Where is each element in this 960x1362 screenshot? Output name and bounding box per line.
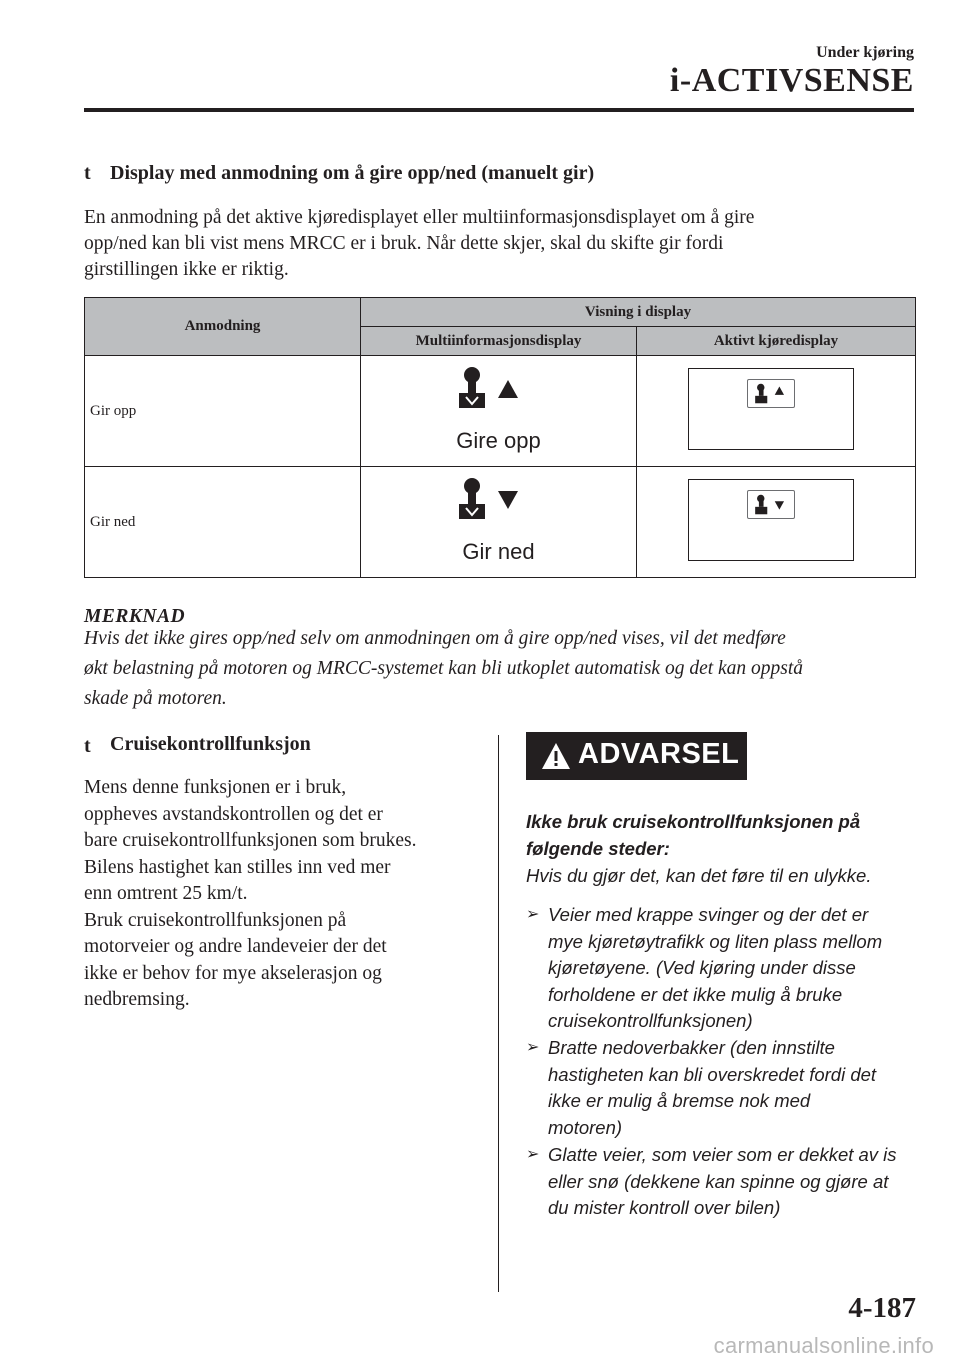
column-divider	[498, 735, 499, 1292]
note-line: Hvis det ikke gires opp/ned selv om anmodningen om å gire opp/ned vises, vil det medføre	[84, 628, 786, 649]
table-row-gear-up	[85, 356, 916, 467]
column-header-active-driving-display: Aktivt kjøredisplay	[637, 327, 916, 356]
arrow-bullet-icon: ➢	[526, 1039, 540, 1056]
warning-badge-label: ADVARSEL	[578, 738, 740, 770]
row-label: Gir opp	[85, 356, 361, 467]
arrow-bullet-icon: ➢	[526, 1146, 540, 1163]
gear-request-paragraph	[84, 205, 754, 283]
warning-item-line: Glatte veier, som veier som er dekket av is	[548, 1144, 897, 1165]
warning-list-item	[526, 902, 882, 1035]
warning-list-item	[526, 1142, 897, 1222]
gear-shift-down-icon	[454, 477, 540, 521]
warning-item-line: cruisekontrollfunksjonen)	[548, 1010, 753, 1031]
header-rule	[84, 108, 914, 112]
active-driving-display-cell	[637, 467, 916, 578]
paragraph-line: Mens denne funksjonen er i bruk,	[84, 777, 347, 798]
active-display-frame	[688, 479, 854, 561]
gear-shift-up-small-icon	[747, 379, 795, 408]
section-heading-cruise-control: Cruisekontrollfunksjon	[110, 733, 311, 755]
paragraph-line: motorveier og andre landeveier der det	[84, 936, 387, 957]
paragraph-line: Bruk cruisekontrollfunksjonen på	[84, 909, 347, 931]
warning-list-item	[526, 1035, 876, 1141]
warning-badge	[526, 732, 747, 780]
running-header-section: Under kjøring	[816, 44, 914, 61]
section-bullet-marker: t	[84, 735, 91, 757]
warning-item-line: mye kjøretøytrafikk og liten plass mellom	[548, 930, 883, 952]
cruise-control-paragraph	[84, 775, 417, 1014]
warning-triangle-icon	[540, 741, 572, 771]
warning-item-line: Bratte nedoverbakker (den innstilte	[548, 1037, 835, 1058]
warning-item-line: hastigheten kan bli overskredet fordi det	[548, 1063, 877, 1085]
paragraph-line: Bilens hastighet kan stilles inn ved mer	[84, 856, 391, 878]
multi-info-display-cell	[361, 467, 637, 578]
warning-item-line: forholdene er det ikke mulig å bruke	[548, 983, 843, 1005]
warning-item-line: eller snø (dekkene kan spinne og gjøre at	[548, 1170, 889, 1192]
paragraph-line: nedbremsing.	[84, 989, 190, 1010]
note-line: skade på motoren.	[84, 688, 227, 709]
warning-consequence	[526, 862, 871, 889]
running-header-title: i-ACTIVSENSE	[669, 62, 914, 99]
column-header-multi-info-display: Multiinformasjonsdisplay	[361, 327, 637, 356]
paragraph-line: enn omtrent 25 km/t.	[84, 883, 248, 904]
warning-intro-line: Ikke bruk cruisekontrollfunksjonen på	[526, 811, 861, 832]
multi-info-caption: Gire opp	[456, 428, 541, 453]
warning-item-line: kjøretøyene. (Ved kjøring under disse	[548, 957, 856, 978]
section-heading-gear-request: Display med anmodning om å gire opp/ned (manuelt gir)	[110, 162, 595, 184]
paragraph-line: girstillingen ikke er riktig.	[84, 259, 289, 280]
section-bullet-marker: t	[84, 162, 91, 184]
active-display-frame	[688, 368, 854, 450]
arrow-bullet-icon: ➢	[526, 906, 540, 923]
paragraph-line: ikke er behov for mye akselerasjon og	[84, 962, 382, 984]
warning-intro	[526, 808, 860, 862]
warning-consequence-line: Hvis du gjør det, kan det føre til en ulykke.	[526, 865, 872, 886]
gear-shift-down-small-icon	[747, 490, 795, 519]
gear-request-table	[84, 297, 916, 578]
column-header-request: Anmodning	[85, 298, 361, 356]
warning-item-line: ikke er mulig å bremse nok med	[548, 1090, 811, 1111]
note-heading: MERKNAD	[84, 606, 186, 627]
row-label: Gir ned	[85, 467, 361, 578]
active-driving-display-cell	[637, 356, 916, 467]
warning-item-line: Veier med krappe svinger og der det er	[548, 904, 869, 925]
table-row-gear-down	[85, 467, 916, 578]
warning-item-line: du mister kontroll over bilen)	[548, 1197, 781, 1218]
column-header-display: Visning i display	[361, 298, 916, 327]
note-text	[84, 624, 803, 714]
multi-info-caption: Gir ned	[462, 539, 535, 564]
gear-shift-up-icon	[454, 366, 540, 410]
multi-info-display-cell	[361, 356, 637, 467]
paragraph-line: oppheves avstandskontrollen og det er	[84, 803, 383, 825]
warning-intro-line: følgende steder:	[526, 838, 670, 859]
note-line: økt belastning på motoren og MRCC-systemet kan bli utkoplet automatisk og det kan oppstå	[84, 658, 804, 679]
paragraph-line: opp/ned kan bli vist mens MRCC er i bruk. Når dette skjer, skal du skifte gir fordi	[84, 233, 724, 254]
page-number: 4-187	[848, 1292, 916, 1324]
warning-item-line: motoren)	[548, 1116, 623, 1138]
paragraph-line: En anmodning på det aktive kjøredisplayet eller multiinformasjonsdisplayet om å gire	[84, 207, 755, 228]
footer-watermark: carmanualsonline.info	[713, 1333, 934, 1358]
paragraph-line: bare cruisekontrollfunksjonen som brukes.	[84, 830, 417, 851]
